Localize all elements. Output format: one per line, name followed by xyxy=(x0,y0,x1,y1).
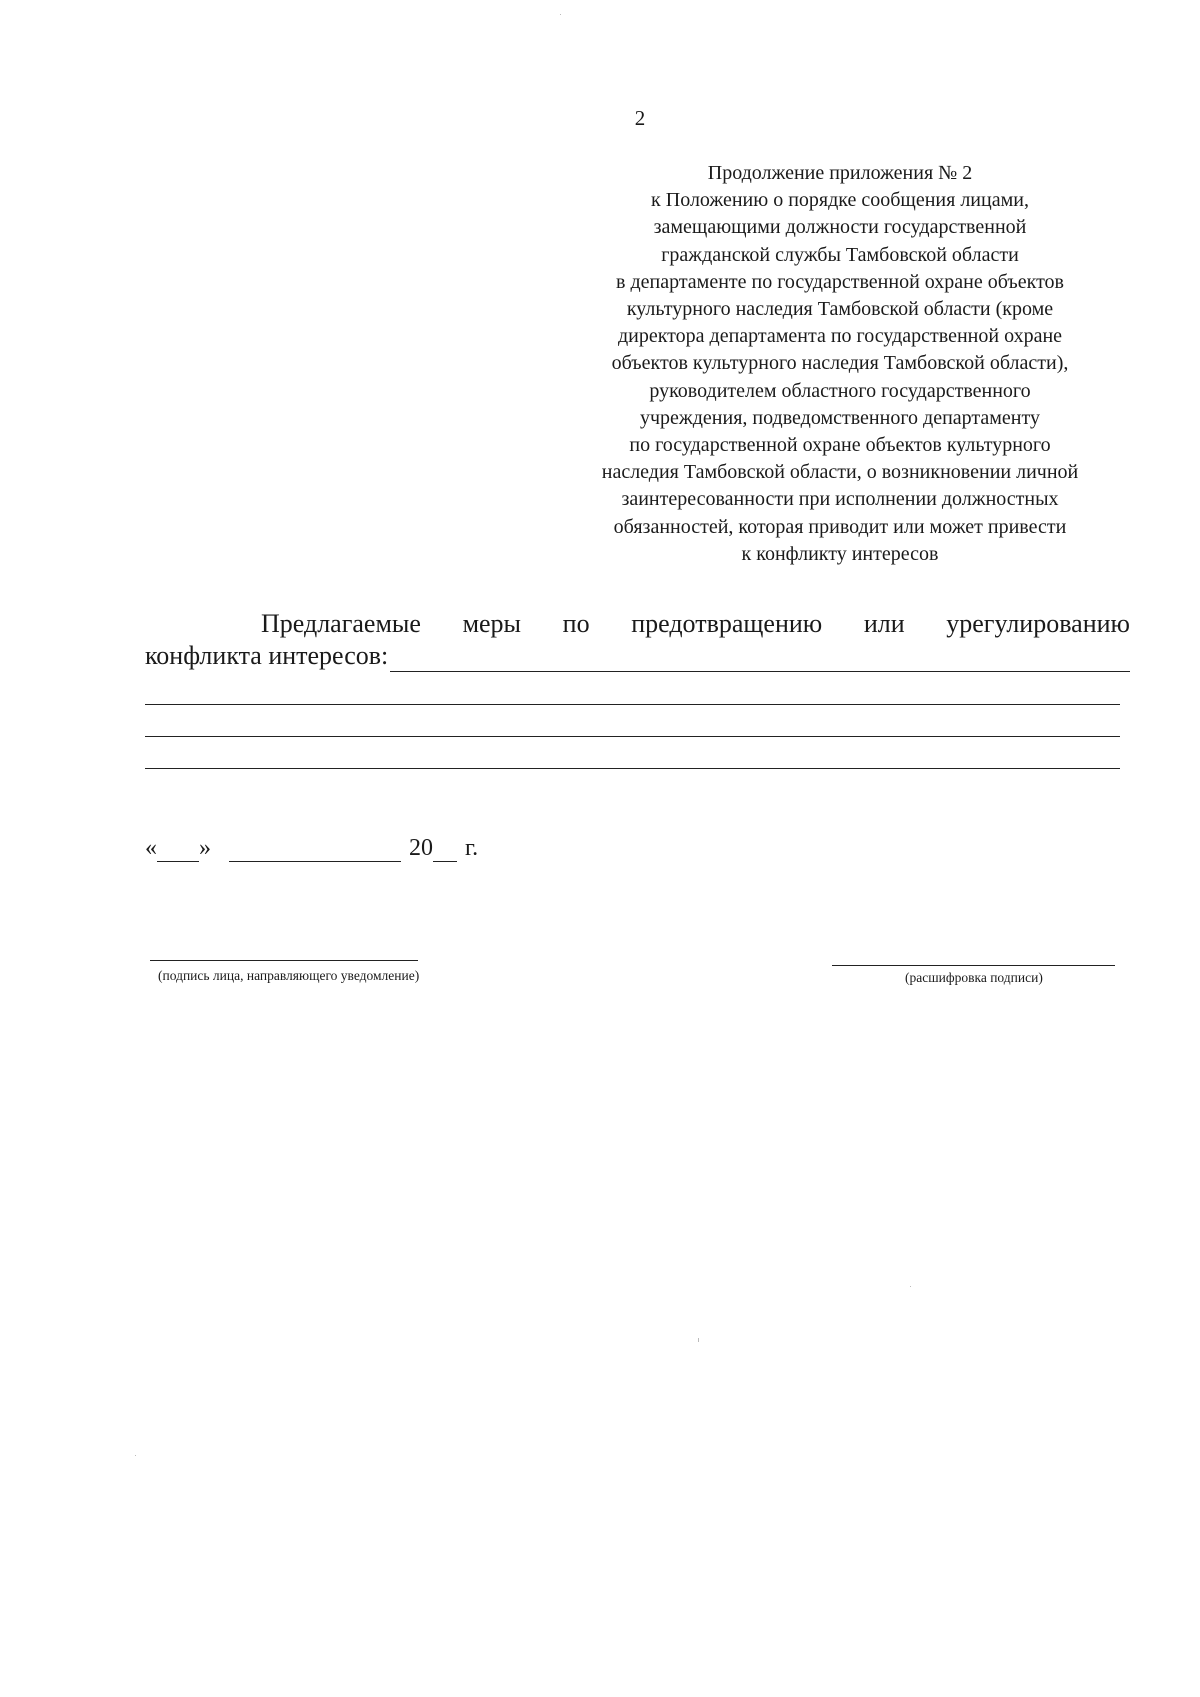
appendix-header-line: руководителем областного государственного xyxy=(649,379,1031,402)
measures-fill-line[interactable] xyxy=(390,645,1130,672)
appendix-header-line: наследия Тамбовской области, о возникновении личной xyxy=(601,461,1079,484)
appendix-header-line: гражданской службы Тамбовской области xyxy=(661,243,1019,266)
appendix-header-line: в департаменте по государственной охране объектов xyxy=(616,270,1064,293)
measures-word: урегулированию xyxy=(946,609,1130,638)
measures-blank-line[interactable] xyxy=(145,704,1120,705)
conflict-of-interest-label: конфликта интересов: xyxy=(145,641,389,670)
appendix-header-line: заинтересованности при исполнении должностных xyxy=(621,488,1059,511)
signature-transcript-caption: (расшифровка подписи) xyxy=(905,970,1043,985)
appendix-header-line: обязанностей, которая приводит или может привести xyxy=(613,515,1067,538)
signature-transcript-line[interactable] xyxy=(832,965,1115,966)
month-blank[interactable] xyxy=(229,839,401,862)
appendix-header-line: к Положению о порядке сообщения лицами, xyxy=(651,189,1029,212)
measures-word: или xyxy=(863,609,905,638)
measures-word: меры xyxy=(462,609,522,638)
scan-speck xyxy=(910,1286,911,1287)
scan-speck xyxy=(698,1338,699,1342)
signature-caption: (подпись лица, направляющего уведомление) xyxy=(158,968,420,983)
scan-speck xyxy=(560,14,561,15)
scan-speck xyxy=(135,1455,136,1456)
proposed-measures xyxy=(145,608,1130,672)
measures-blank-line[interactable] xyxy=(145,736,1120,737)
year-prefix: 20 xyxy=(409,835,433,861)
proposed-measures-line-1 xyxy=(145,608,1130,640)
year-suffix: г. xyxy=(465,835,479,861)
appendix-header-line: к конфликту интересов xyxy=(741,542,939,565)
page-number: 2 xyxy=(634,106,646,130)
proposed-measures-line-2 xyxy=(145,640,1130,672)
date-close-quote: » xyxy=(199,835,211,861)
measures-word: по xyxy=(562,609,590,638)
appendix-header-line: директора департамента по государственной охране xyxy=(617,325,1063,348)
measures-word: Предлагаемые xyxy=(261,609,421,638)
appendix-header-line: учреждения, подведомственного департаменту xyxy=(640,406,1040,429)
appendix-header-line: по государственной охране объектов культурного xyxy=(629,434,1051,457)
signature-line[interactable] xyxy=(150,960,418,961)
appendix-header-line: Продолжение приложения № 2 xyxy=(707,162,973,184)
appendix-header-line: культурного наследия Тамбовской области (кроме xyxy=(626,298,1054,321)
date-line xyxy=(145,835,478,862)
day-blank[interactable] xyxy=(157,839,199,862)
measures-blank-line[interactable] xyxy=(145,768,1120,769)
date-open-quote: « xyxy=(145,835,157,861)
appendix-header-line: объектов культурного наследия Тамбовской области), xyxy=(611,352,1069,375)
measures-word: предотвращению xyxy=(631,609,823,638)
appendix-header-line: замещающими должности государственной xyxy=(653,216,1027,239)
appendix-header xyxy=(540,160,1140,568)
year-blank[interactable] xyxy=(433,839,457,862)
